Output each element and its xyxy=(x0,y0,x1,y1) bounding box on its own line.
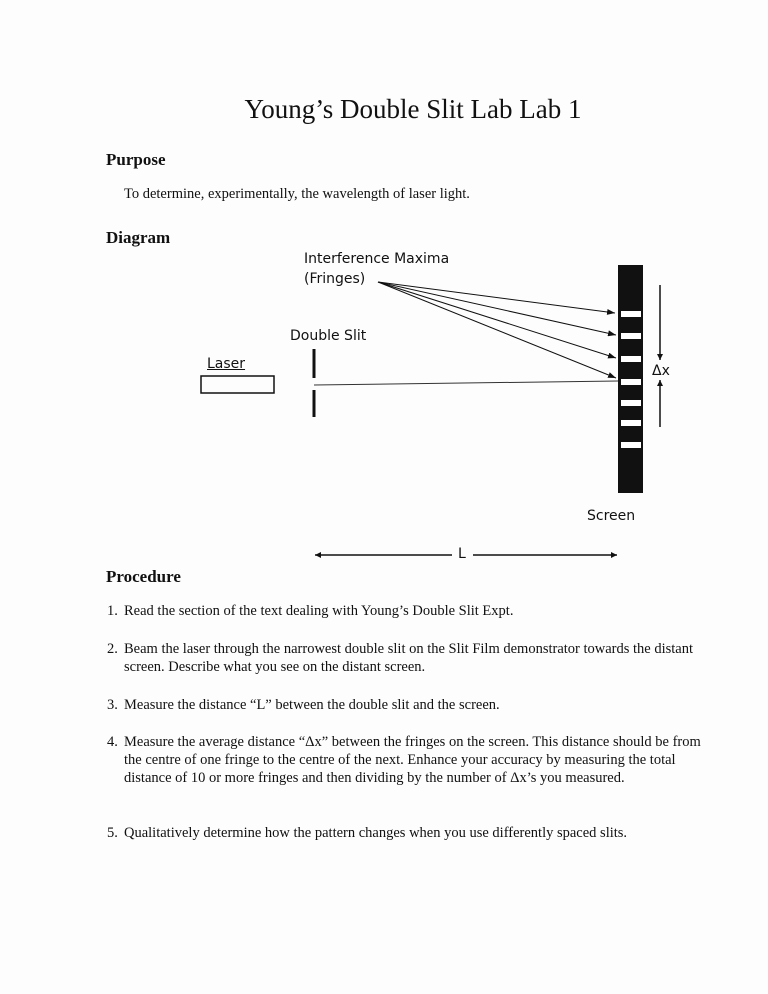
procedure-heading: Procedure xyxy=(106,567,181,586)
item-number: 1. xyxy=(107,603,118,619)
procedure-item xyxy=(107,696,707,714)
item-text: Measure the average distance “Δx” between the fringes on the screen. This distance should be from the centre of one fringe to the centre of the next. Enhance your accuracy by measuring the total distance of 10 or more fringes and then dividing by the number of Δx’s you measured. xyxy=(124,734,701,786)
dx-label: Δx xyxy=(652,363,670,379)
double-slit-label: Double Slit xyxy=(290,328,367,344)
diagram-heading: Diagram xyxy=(106,228,171,247)
item-text: Measure the distance “L” between the double slit and the screen. xyxy=(124,697,500,713)
maxima-label: Interference Maxima xyxy=(304,251,450,267)
item-text: Read the section of the text dealing with Young’s Double Slit Expt. xyxy=(124,603,514,619)
screen-label: Screen xyxy=(587,508,636,524)
beam-line xyxy=(314,381,618,385)
procedure-item xyxy=(107,824,707,842)
item-number: 3. xyxy=(107,697,118,713)
item-number: 4. xyxy=(107,734,118,750)
L-label: L xyxy=(458,546,466,562)
laser-box xyxy=(201,376,274,393)
procedure-item xyxy=(107,640,707,676)
procedure-item xyxy=(107,602,707,620)
page-title: Young’s Double Slit Lab Lab 1 xyxy=(244,94,582,124)
laser-label: Laser xyxy=(207,356,246,372)
item-text: Beam the laser through the narrowest double slit on the Slit Film demonstrator towards the distant screen. Describe what you see on the distant screen. xyxy=(124,641,694,675)
purpose-text: To determine, experimentally, the wavelength of laser light. xyxy=(124,186,470,202)
procedure-item xyxy=(107,733,707,787)
item-number: 2. xyxy=(107,641,118,657)
item-text: Qualitatively determine how the pattern changes when you use differently spaced slits. xyxy=(124,825,628,841)
purpose-heading: Purpose xyxy=(106,150,166,169)
item-number: 5. xyxy=(107,825,118,841)
fringes-label: (Fringes) xyxy=(304,271,366,287)
fringe-pointer-arrows xyxy=(378,282,616,378)
